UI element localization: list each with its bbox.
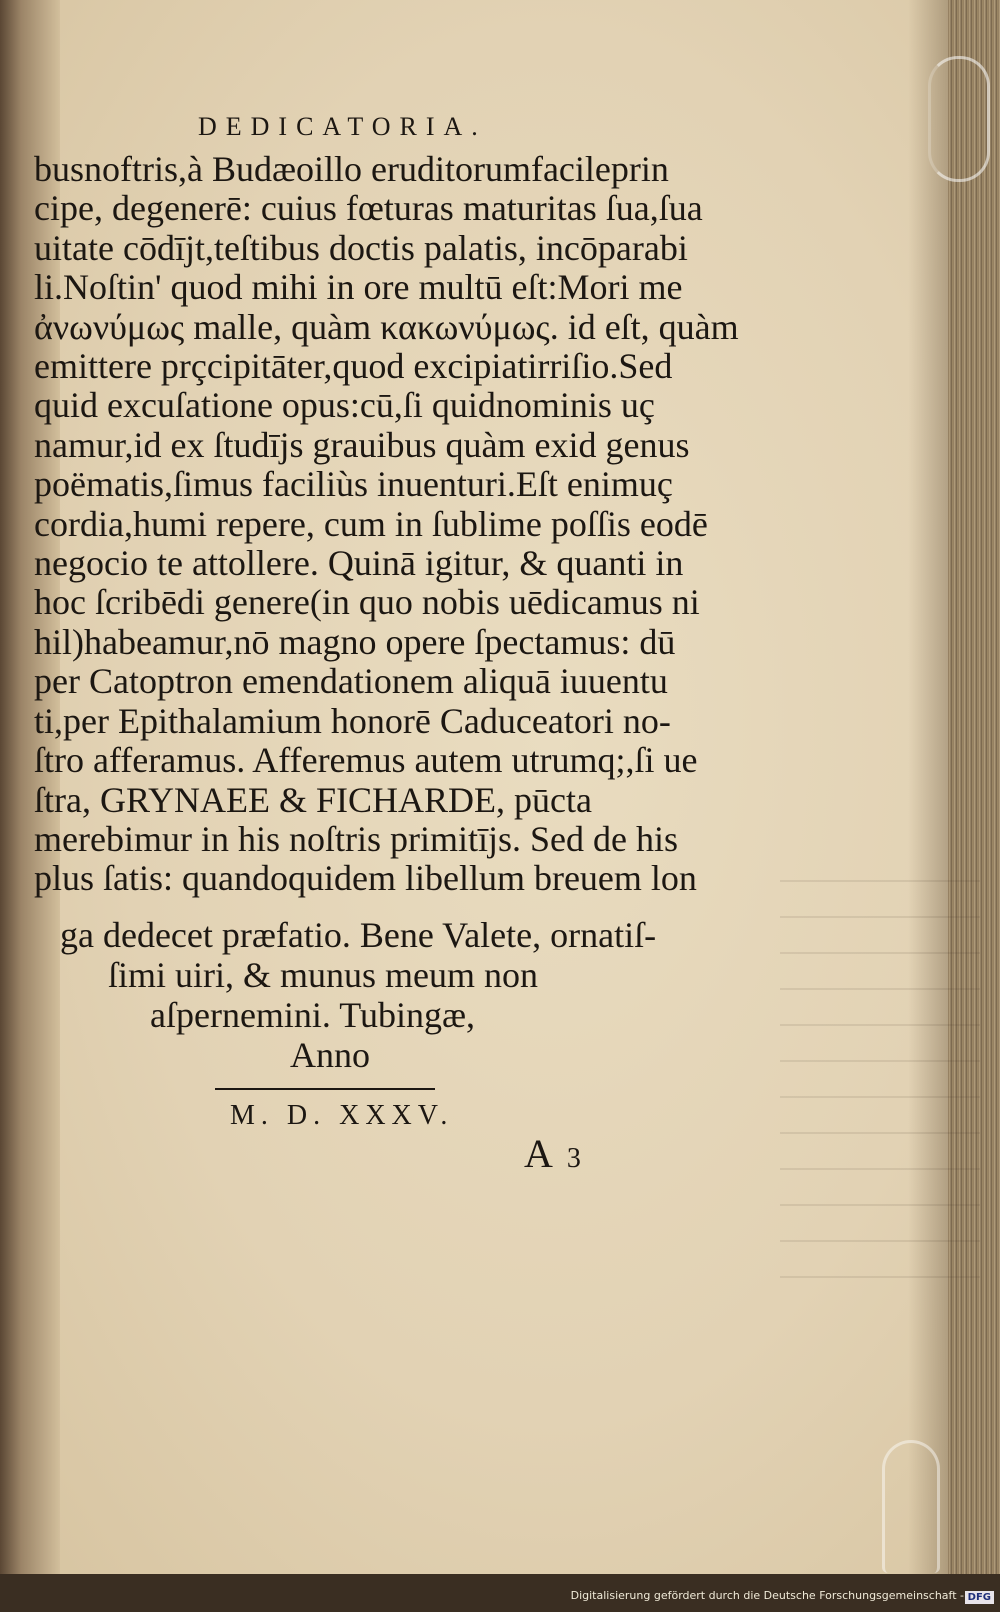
signature-letter: A: [524, 1131, 553, 1176]
page-shadow: [908, 0, 948, 1575]
publication-year: M. D. XXXV.: [230, 1100, 454, 1131]
text-line: poëmatis,ſimus faciliùs inuenturi.Eſt enimuç: [34, 464, 673, 505]
text-line: negocio te attollere. Quinā igitur, & quanti in: [34, 543, 684, 584]
closing-line: ga dedecet præfatio. Bene Valete, ornatiſ-: [60, 915, 657, 955]
divider-rule: [215, 1088, 435, 1090]
text-line: quid excuſatione opus:cū,ſi quidnominis uç: [34, 385, 655, 426]
text-line: cipe, degenerē: cuius fœturas maturitas ſua,ſua: [34, 188, 703, 229]
signature-number: 3: [566, 1143, 581, 1174]
closing-line: ſimi uiri, & munus meum non: [108, 955, 538, 995]
text-line: emittere prçcipitāter,quod excipiatirriſio.Sed: [34, 346, 673, 387]
text-line: merebimur in his noſtris primitījs. Sed de his: [34, 818, 678, 859]
page-edges: [948, 0, 1000, 1575]
text-line: ἀνωνύμως malle, quàm κακωνύμως. id eſt, quàm: [34, 306, 739, 347]
text-line: li.Noſtin' quod mihi in ore multū eſt:Mori me: [34, 267, 683, 308]
text-line: plus ſatis: quandoquidem libellum breuem lon: [34, 858, 697, 899]
text-line: ſtra, GRYNAEE & FICHARDE, pūcta: [34, 779, 592, 820]
digitization-credit: Digitalisierung gefördert durch die Deutsche Forschungsgemeinschaft -: [570, 1589, 964, 1602]
signature-mark: [524, 1130, 581, 1177]
text-line: ti,per Epithalamium honorē Caduceatori no-: [34, 700, 671, 741]
text-line: uitate cōdījt,teſtibus doctis palatis, incōparabi: [34, 227, 688, 268]
closing-line: Anno: [290, 1035, 370, 1075]
dfg-logo: DFG: [965, 1591, 994, 1604]
text-line: busnoftris,à Budæoillo eruditorumfacileprin: [34, 149, 669, 189]
text-line: hoc ſcribēdi genere(in quo nobis uēdicamus ni: [34, 582, 700, 623]
closing-line: aſpernemini. Tubingæ,: [150, 995, 476, 1035]
text-line: cordia,humi repere, cum in ſublime poſſis eodē: [34, 503, 708, 544]
running-head: DEDICATORIA.: [198, 112, 487, 141]
closing-block: [60, 915, 700, 1075]
text-line: per Catoptron emendationem aliquā iuuentu: [34, 661, 668, 702]
text-line: ſtro afferamus. Afferemus autem utrumq;,ſi ue: [34, 740, 698, 781]
text-line: namur,id ex ſtudījs grauibus quàm exid genus: [34, 424, 690, 465]
show-through-text: [780, 880, 980, 1300]
paper-clip-top: [928, 56, 990, 182]
paper-clip-bottom: [882, 1440, 940, 1573]
body-text: [34, 149, 739, 899]
text-line: hil)habeamur,nō magno opere ſpectamus: dū: [34, 621, 676, 662]
